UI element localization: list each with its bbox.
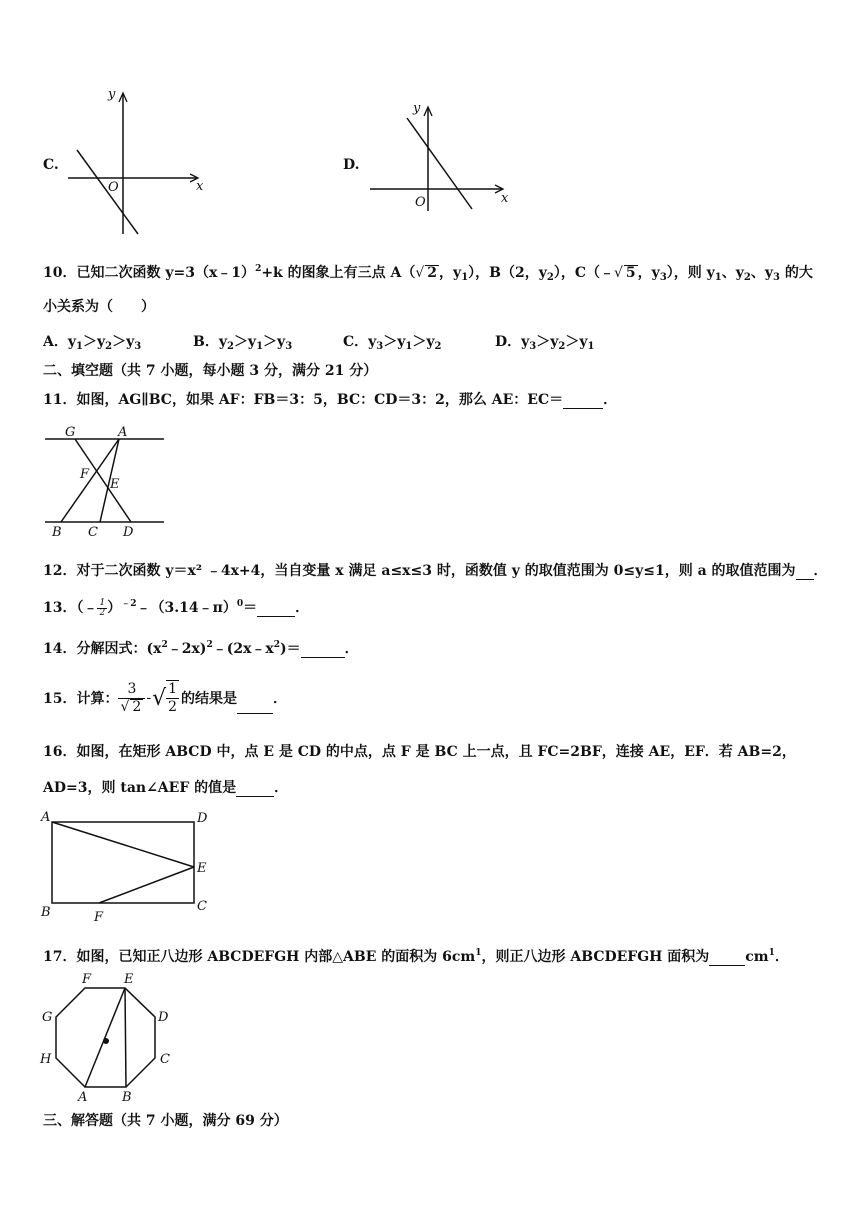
- q17-text: 17．如图，已知正八边形 ABCDEFGH 内部△ABE 的面积为 $6cm^1$，则正八边形 ABCDEFGH 面积为 $cm^1$．: [43, 948, 789, 965]
- q10-option-a[interactable]: A．$y_1>y_2>y_3$: [43, 334, 142, 352]
- fraction-1-over-2: $\frac{1}{2}$: [168, 681, 178, 715]
- q13-text: 13．（﹣ $\frac{1}{2}$ ）$^{﹣2}$﹣（3.14﹣π）$^0$＝ ．: [43, 597, 310, 618]
- section-2-heading: 二、填空题（共 7 小题，每小题 3 分，满分 21 分）: [43, 363, 378, 379]
- q10-option-c[interactable]: C．$y_3>y_1>y_2$: [343, 334, 442, 352]
- q16-line2: AD=3，则 tan∠AEF 的值是 ．: [43, 780, 289, 796]
- q10-line1: 10．已知二次函数 y=3（x﹣1）$^2$+k 的图象上有三点 A（√ 2 ，$y_1$），B（2，$y_2$），C（﹣√ 5 ，$y_3$），则 $y_1$、$y_2$、$y_3$ 的大: [43, 264, 813, 283]
- q10-option-b[interactable]: B．$y_2>y_1>y_3$: [193, 334, 293, 352]
- label-C: C: [88, 525, 98, 540]
- section-3-heading: 三、解答题（共 7 小题，满分 69 分）: [43, 1113, 288, 1129]
- label-C: C: [160, 1052, 170, 1067]
- label-E: E: [124, 972, 134, 987]
- label-E: E: [110, 477, 120, 492]
- sqrt-2: 2: [427, 265, 438, 281]
- label-F: F: [82, 972, 92, 987]
- label-E: E: [197, 861, 207, 876]
- sqrt-5: 5: [625, 265, 636, 281]
- label-D: D: [123, 525, 134, 540]
- origin-label: O: [108, 180, 119, 195]
- label-D: D: [158, 1010, 169, 1025]
- x-label: x: [196, 179, 204, 194]
- label-B: B: [52, 525, 62, 540]
- q10-line2: 小关系为（ ）: [43, 299, 155, 315]
- label-F: F: [80, 467, 90, 482]
- q15-text: 15．计算： $\frac{3}{√ 2}$ - √ $\frac{1}{2}$ 的结果是 ．: [43, 680, 288, 715]
- label-B: B: [41, 905, 51, 920]
- q14-text: 14．分解因式：$(x^2﹣2x)^2﹣(2x﹣x^2)=$ ．: [43, 640, 359, 657]
- label-A: A: [78, 1090, 88, 1105]
- fraction-3-over-sqrt2: $\frac{3}{√ 2}$: [118, 681, 145, 716]
- y-label: y: [108, 87, 116, 102]
- label-A: A: [118, 425, 128, 440]
- label-C: C: [197, 899, 207, 914]
- q9-option-c-label: C.: [43, 157, 59, 173]
- q10-option-d[interactable]: D．$y_3>y_2>y_1$: [495, 334, 595, 352]
- label-D: D: [197, 811, 208, 826]
- q12-text: 12．对于二次函数 y＝x² ﹣4x+4，当自变量 x 满足 a≤x≤3 时，函数值 y 的取值范围为 0≤y≤1，则 a 的取值范围为 ．: [43, 563, 828, 579]
- y-label: y: [413, 101, 421, 116]
- label-B: B: [122, 1090, 132, 1105]
- q16-line1: 16．如图，在矩形 ABCD 中，点 E 是 CD 的中点，点 F 是 BC 上一点，且 FC=2BF，连接 AE，EF．若 AB=2，: [43, 744, 796, 760]
- label-G: G: [42, 1010, 53, 1025]
- q9-option-d-label: D.: [343, 157, 360, 173]
- origin-label: O: [415, 195, 426, 210]
- x-label: x: [501, 191, 509, 206]
- label-F: F: [94, 910, 104, 925]
- label-H: H: [40, 1052, 52, 1067]
- q11-text: 11．如图，AG∥BC，如果 AF：FB＝3：5，BC：CD＝3：2，那么 AE：EC＝ ．: [43, 392, 618, 408]
- label-A: A: [41, 810, 51, 825]
- label-G: G: [65, 425, 76, 440]
